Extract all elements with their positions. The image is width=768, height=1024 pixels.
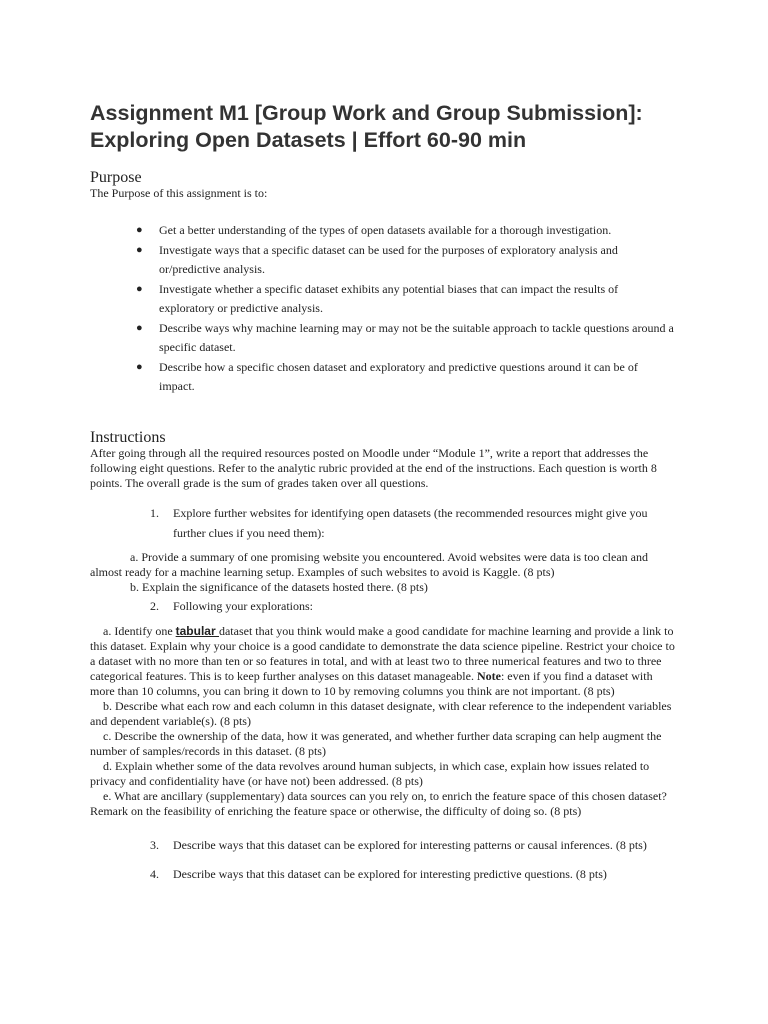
question-number: 2. [150, 599, 159, 613]
tabular-emphasis: tabular [175, 624, 219, 638]
question-2a-body: dataset that you think would make a good candidate for machine learning and provide a link to this dataset. Explain why your choice is a good candidate to demonstrate the data science pipeline. Restrict your choice to a dataset with no more than ten or so features in total, and with at least two to three numerical features and two to three categorical features. This is to keep further analyses on this dataset manageable. [90, 624, 675, 683]
purpose-intro: The Purpose of this assignment is to: [90, 186, 268, 200]
question-2a-prefix: a. Identify one [103, 624, 176, 638]
question-2d: d. Explain whether some of the data revolves around human subjects, in which case, explain how issues related to privacy and confidentiality have (or have not) been addressed. (8 pts) [90, 759, 650, 788]
bullet-item [136, 241, 676, 280]
question-1-subitems [90, 550, 680, 595]
bullet-text: Investigate ways that a specific dataset can be used for the purposes of exploratory analysis and or/predictive analysis. [159, 242, 618, 276]
question-2a-suffix: : even if you find a dataset with more than 10 columns, you can bring it down to 10 by removing columns you think are not important. (8 pts) [90, 669, 653, 698]
purpose-bullet-list [136, 221, 676, 397]
question-2-subitems [90, 624, 680, 819]
question-number: 1. [150, 506, 159, 520]
question-1a: a. Provide a summary of one promising website you encountered. Avoid websites were data is too clean and almost ready for a machine learning setup. Examples of such websites to avoid is Kaggle. (8 pts) [90, 550, 648, 579]
question-text: Following your explorations: [173, 599, 313, 613]
instructions-heading: Instructions [90, 429, 166, 446]
question-text: Explore further websites for identifying open datasets (the recommended resources might give you further clues if you need them): [173, 506, 648, 540]
bullet-icon: ● [136, 224, 143, 236]
question-text: Describe ways that this dataset can be explored for interesting patterns or causal inferences. (8 pts) [173, 838, 647, 852]
bullet-item [136, 358, 676, 397]
question-number: 4. [150, 867, 159, 881]
question-4 [150, 865, 680, 885]
bullet-item [136, 319, 676, 358]
question-3 [150, 836, 680, 856]
question-2a [90, 624, 680, 699]
bullet-text: Describe ways why machine learning may or may not be the suitable approach to tackle questions around a specific dataset. [159, 320, 674, 354]
bullet-item [136, 280, 676, 319]
bullet-text: Get a better understanding of the types of open datasets available for a thorough investigation. [159, 223, 612, 237]
note-label: Note [476, 669, 501, 683]
question-2c: c. Describe the ownership of the data, how it was generated, and whether further data scraping can help augment the number of samples/records in this dataset. (8 pts) [90, 729, 662, 758]
assignment-title: Assignment M1 [Group Work and Group Submission]: Exploring Open Datasets | Effort 60-90 min [90, 101, 643, 152]
bullet-item [136, 221, 676, 241]
question-1 [150, 504, 680, 543]
bullet-text: Describe how a specific chosen dataset and exploratory and predictive questions around it can be of impact. [159, 359, 638, 393]
bullet-icon: ● [136, 243, 143, 256]
question-2b: b. Describe what each row and each column in this dataset designate, with clear reference to the independent variables and dependent variable(s). (8 pts) [90, 699, 672, 728]
instructions-intro: After going through all the required resources posted on Moodle under “Module 1”, write a report that addresses the following eight questions. Refer to the analytic rubric provided at the end of the instructions. Each question is worth 8 points. The overall grade is the sum of grades taken over all questions. [90, 446, 657, 490]
bullet-icon: ● [136, 282, 143, 295]
purpose-heading: Purpose [90, 169, 142, 186]
question-2e: e. What are ancillary (supplementary) data sources can you rely on, to enrich the feature space of this chosen dataset? Remark on the feasibility of enriching the feature space or otherwise, the difficulty of doing so. (8 pts) [90, 789, 667, 818]
question-number: 3. [150, 838, 159, 852]
bullet-icon: ● [136, 360, 143, 373]
bullet-text: Investigate whether a specific dataset exhibits any potential biases that can impact the results of exploratory or predictive analysis. [159, 281, 619, 315]
question-text: Describe ways that this dataset can be explored for interesting predictive questions. (8 pts) [173, 867, 607, 881]
question-1b: b. Explain the significance of the datasets hosted there. (8 pts) [130, 580, 428, 594]
bullet-icon: ● [136, 321, 143, 334]
question-2 [150, 597, 680, 617]
